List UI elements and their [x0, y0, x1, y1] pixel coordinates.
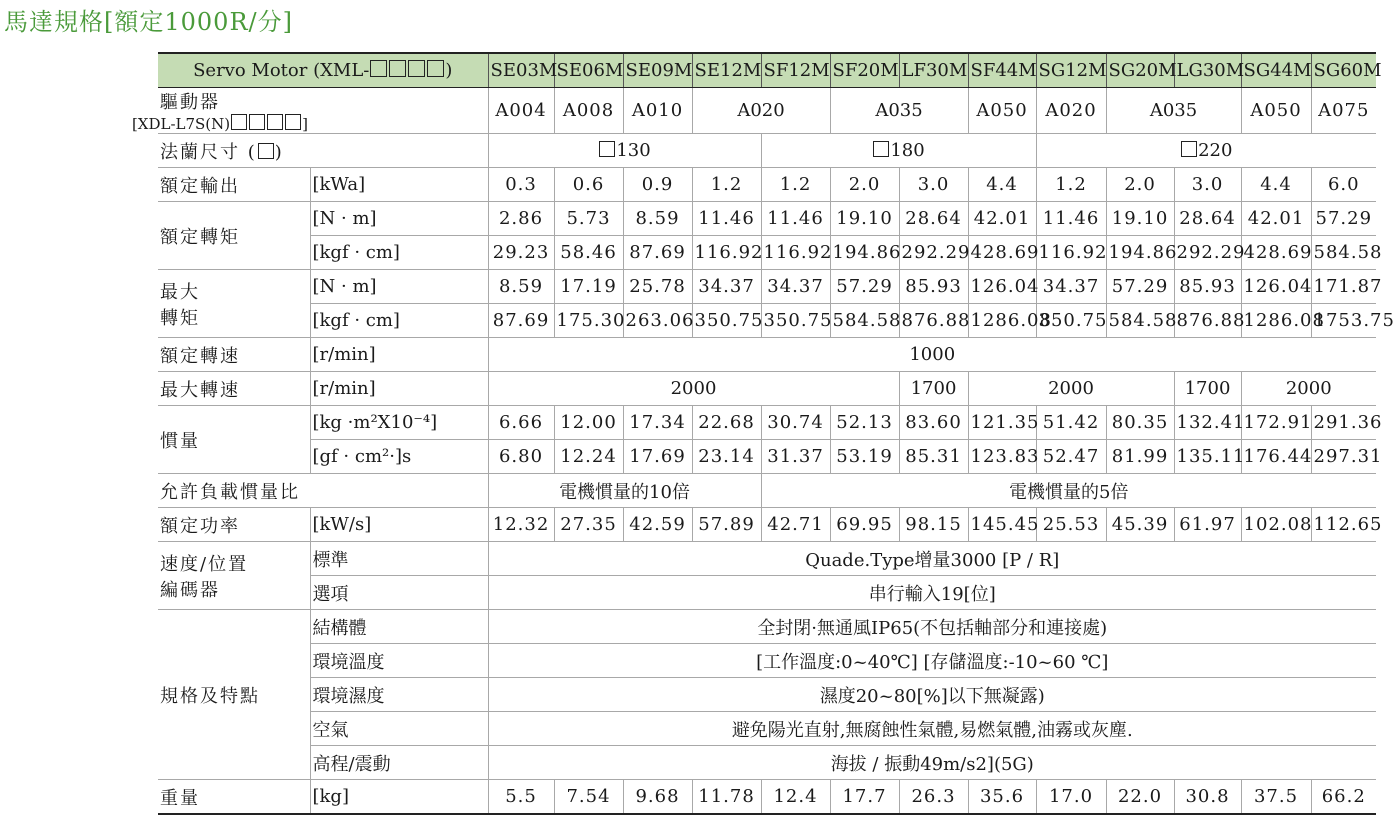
model-header: SE09M [623, 53, 692, 88]
model-header: SF12M [761, 53, 830, 88]
rated-torque-cell: 8.59 [623, 202, 692, 236]
driver-code: [XDL-L7S(N) ] [131, 115, 308, 133]
max-speed-unit: [r/min] [310, 372, 488, 406]
page-title: 馬達規格[額定1000R/分] [4, 8, 293, 36]
rated-torque-cell: 11.46 [692, 202, 761, 236]
driver-cell: A075 [1311, 88, 1376, 134]
flange-cell: 180 [761, 134, 1036, 168]
encoder-cell: Quade.Type增量3000 [P / R] [488, 542, 1376, 576]
max-torque-cell: 263.06 [623, 304, 692, 338]
inertia-label: 慣量 [158, 406, 310, 474]
max-torque-cell: 126.04 [968, 270, 1036, 304]
inertia-cell: 83.60 [899, 406, 968, 440]
weight-cell: 37.5 [1241, 780, 1311, 815]
flange-row [158, 134, 1376, 168]
rated-torque-cell: 11.46 [761, 202, 830, 236]
specs-unit: 結構體 [310, 610, 488, 644]
rated-torque-row [158, 202, 1376, 236]
weight-cell: 9.68 [623, 780, 692, 815]
weight-cell: 12.4 [761, 780, 830, 815]
rated-power-cell: 57.89 [692, 508, 761, 542]
rated-power-cell: 112.65 [1311, 508, 1376, 542]
max-torque-cell: 87.69 [488, 304, 554, 338]
inertia-ratio-cell: 電機慣量的10倍 [488, 474, 761, 508]
driver-cell: A035 [1106, 88, 1241, 134]
rated-output-cell: 2.0 [1106, 168, 1174, 202]
weight-cell: 66.2 [1311, 780, 1376, 815]
placeholder-boxes [369, 60, 445, 81]
rated-power-cell: 45.39 [1106, 508, 1174, 542]
max-speed-cell: 2000 [488, 372, 899, 406]
max-torque-cell: 876.88 [899, 304, 968, 338]
rated-output-cell: 4.4 [968, 168, 1036, 202]
weight-cell: 26.3 [899, 780, 968, 815]
max-torque-cell: 350.75 [1036, 304, 1106, 338]
model-header: LF30M [899, 53, 968, 88]
max-speed-cell: 2000 [968, 372, 1174, 406]
max-torque-cell: 17.19 [554, 270, 623, 304]
rated-torque-cell: 28.64 [899, 202, 968, 236]
model-header: SF44M [968, 53, 1036, 88]
rated-speed-row [158, 338, 1376, 372]
inertia-ratio-row [158, 474, 1376, 508]
rated-torque-cell: 19.10 [1106, 202, 1174, 236]
rated-power-cell: 145.45 [968, 508, 1036, 542]
weight-cell: 11.78 [692, 780, 761, 815]
inertia-cell: 80.35 [1106, 406, 1174, 440]
encoder-label: 速度/位置 編碼器 [158, 542, 310, 610]
inertia-cell: 6.66 [488, 406, 554, 440]
rated-torque-cell: 116.92 [1036, 236, 1106, 270]
inertia-cell: 51.42 [1036, 406, 1106, 440]
inertia-cell: 12.24 [554, 440, 623, 474]
encoder-cell: 串行輸入19[位] [488, 576, 1376, 610]
inertia-cell: 22.68 [692, 406, 761, 440]
rated-torque-cell: 116.92 [692, 236, 761, 270]
rated-torque-cell: 428.69 [968, 236, 1036, 270]
weight-cell: 30.8 [1174, 780, 1241, 815]
model-header: SG20M [1106, 53, 1174, 88]
rated-power-cell: 25.53 [1036, 508, 1106, 542]
inertia-cell: 85.31 [899, 440, 968, 474]
rated-output-cell: 6.0 [1311, 168, 1376, 202]
inertia-cell: 12.00 [554, 406, 623, 440]
encoder-unit: 選項 [310, 576, 488, 610]
weight-row [158, 780, 1376, 815]
driver-cell: A004 [488, 88, 554, 134]
specs-cell: 濕度20~80[%]以下無凝露) [488, 678, 1376, 712]
weight-cell: 17.0 [1036, 780, 1106, 815]
inertia-cell: 172.91 [1241, 406, 1311, 440]
header-label-prefix: Servo Motor (XML- [193, 60, 370, 81]
rated-power-cell: 61.97 [1174, 508, 1241, 542]
max-torque-cell: 57.29 [1106, 270, 1174, 304]
inertia-cell: 6.80 [488, 440, 554, 474]
max-torque-cell: 34.37 [761, 270, 830, 304]
inertia-ratio-cell: 電機慣量的5倍 [761, 474, 1376, 508]
rated-torque-cell: 28.64 [1174, 202, 1241, 236]
rated-power-label: 額定功率 [158, 508, 310, 542]
rated-torque-cell: 11.46 [1036, 202, 1106, 236]
rated-output-cell: 0.6 [554, 168, 623, 202]
spec-table [131, 52, 1395, 815]
rated-power-unit: [kW/s] [310, 508, 488, 542]
driver-cell: A008 [554, 88, 623, 134]
inertia-cell: 30.74 [761, 406, 830, 440]
inertia-cell: 135.11 [1174, 440, 1241, 474]
rated-output-cell: 0.3 [488, 168, 554, 202]
rated-torque-cell: 58.46 [554, 236, 623, 270]
max-torque-cell: 1286.08 [1241, 304, 1311, 338]
inertia-row [158, 440, 1376, 474]
driver-label: 驅動器 [XDL-L7S(N) ] [158, 88, 310, 134]
flange-label: 法蘭尺寸 ( ) [158, 134, 488, 168]
inertia-cell: 52.47 [1036, 440, 1106, 474]
max-torque-row [158, 304, 1376, 338]
rated-output-cell: 4.4 [1241, 168, 1311, 202]
driver-cell: A035 [830, 88, 968, 134]
rated-torque-unit: [kgf · cm] [310, 236, 488, 270]
rated-power-cell: 42.59 [623, 508, 692, 542]
rated-torque-cell: 42.01 [1241, 202, 1311, 236]
max-torque-cell: 1753.75 [1311, 304, 1376, 338]
inertia-cell: 132.41 [1174, 406, 1241, 440]
model-header: SF20M [830, 53, 899, 88]
rated-output-row [158, 168, 1376, 202]
model-header: SE12M [692, 53, 761, 88]
rated-power-cell: 27.35 [554, 508, 623, 542]
rated-output-cell: 3.0 [1174, 168, 1241, 202]
rated-torque-cell: 57.29 [1311, 202, 1376, 236]
rated-torque-cell: 19.10 [830, 202, 899, 236]
rated-torque-cell: 5.73 [554, 202, 623, 236]
driver-cell: A020 [692, 88, 830, 134]
rated-power-cell: 102.08 [1241, 508, 1311, 542]
inertia-cell: 297.31 [1311, 440, 1376, 474]
max-speed-cell: 2000 [1241, 372, 1376, 406]
max-speed-row [158, 372, 1376, 406]
weight-cell: 7.54 [554, 780, 623, 815]
model-header: SE06M [554, 53, 623, 88]
rated-power-cell: 42.71 [761, 508, 830, 542]
flange-cell: 130 [488, 134, 761, 168]
rated-power-cell: 98.15 [899, 508, 968, 542]
rated-output-cell: 0.9 [623, 168, 692, 202]
driver-cell: A010 [623, 88, 692, 134]
max-torque-cell: 34.37 [1036, 270, 1106, 304]
driver-cell: A020 [1036, 88, 1106, 134]
driver-cell: A050 [968, 88, 1036, 134]
inertia-cell: 17.34 [623, 406, 692, 440]
max-torque-cell: 85.93 [899, 270, 968, 304]
max-torque-cell: 25.78 [623, 270, 692, 304]
specs-cell: 全封閉·無通風IP65(不包括軸部分和連接處) [488, 610, 1376, 644]
inertia-cell: 31.37 [761, 440, 830, 474]
rated-torque-cell: 292.29 [1174, 236, 1241, 270]
rated-output-cell: 3.0 [899, 168, 968, 202]
rated-torque-label: 額定轉矩 [158, 202, 310, 270]
driver-row [158, 88, 1376, 134]
max-torque-row [158, 270, 1376, 304]
max-torque-cell: 350.75 [761, 304, 830, 338]
rated-torque-cell: 29.23 [488, 236, 554, 270]
inertia-cell: 123.83 [968, 440, 1036, 474]
max-speed-cell: 1700 [899, 372, 968, 406]
weight-cell: 22.0 [1106, 780, 1174, 815]
weight-cell: 35.6 [968, 780, 1036, 815]
rated-speed-unit: [r/min] [310, 338, 488, 372]
rated-torque-cell: 194.86 [1106, 236, 1174, 270]
model-header: SE03M [488, 53, 554, 88]
rated-torque-cell: 87.69 [623, 236, 692, 270]
header-label-suffix: ) [445, 60, 453, 81]
model-header: SG44M [1241, 53, 1311, 88]
rated-power-cell: 69.95 [830, 508, 899, 542]
inertia-cell: 81.99 [1106, 440, 1174, 474]
max-speed-label: 最大轉速 [158, 372, 310, 406]
inertia-cell: 176.44 [1241, 440, 1311, 474]
rated-speed-cell: 1000 [488, 338, 1376, 372]
driver-cell: A050 [1241, 88, 1311, 134]
model-header: LG30M [1174, 53, 1241, 88]
inertia-ratio-label: 允許負載慣量比 [158, 474, 488, 508]
specs-row [158, 746, 1376, 780]
rated-power-cell: 12.32 [488, 508, 554, 542]
inertia-unit: [gf · cm²·]s [310, 440, 488, 474]
inertia-cell: 17.69 [623, 440, 692, 474]
inertia-cell: 291.36 [1311, 406, 1376, 440]
specs-unit: 高程/震動 [310, 746, 488, 780]
flange-cell: 220 [1036, 134, 1376, 168]
model-header: SG12M [1036, 53, 1106, 88]
rated-torque-cell: 194.86 [830, 236, 899, 270]
inertia-cell: 53.19 [830, 440, 899, 474]
max-torque-label: 最大 轉矩 [158, 270, 310, 338]
max-torque-cell: 350.75 [692, 304, 761, 338]
max-torque-cell: 85.93 [1174, 270, 1241, 304]
rated-output-cell: 2.0 [830, 168, 899, 202]
max-torque-cell: 34.37 [692, 270, 761, 304]
specs-unit: 空氣 [310, 712, 488, 746]
rated-output-unit: [kWa] [310, 168, 488, 202]
max-torque-cell: 171.87 [1311, 270, 1376, 304]
specs-row [158, 610, 1376, 644]
specs-cell: 避免陽光直射,無腐蝕性氣體,易燃氣體,油霧或灰塵. [488, 712, 1376, 746]
encoder-row [158, 542, 1376, 576]
inertia-cell: 121.35 [968, 406, 1036, 440]
specs-row [158, 712, 1376, 746]
weight-label: 重量 [158, 780, 310, 815]
rated-torque-cell: 116.92 [761, 236, 830, 270]
rated-power-row [158, 508, 1376, 542]
max-torque-cell: 1286.08 [968, 304, 1036, 338]
rated-torque-cell: 42.01 [968, 202, 1036, 236]
rated-torque-row [158, 236, 1376, 270]
header-row [158, 53, 1376, 88]
rated-torque-cell: 292.29 [899, 236, 968, 270]
weight-unit: [kg] [310, 780, 488, 815]
rated-torque-cell: 584.58 [1311, 236, 1376, 270]
max-torque-cell: 8.59 [488, 270, 554, 304]
inertia-row [158, 406, 1376, 440]
rated-torque-unit: [N · m] [310, 202, 488, 236]
max-torque-unit: [N · m] [310, 270, 488, 304]
max-speed-cell: 1700 [1174, 372, 1241, 406]
inertia-cell: 52.13 [830, 406, 899, 440]
max-torque-cell: 876.88 [1174, 304, 1241, 338]
header-label [158, 53, 488, 88]
specs-row [158, 644, 1376, 678]
max-torque-cell: 57.29 [830, 270, 899, 304]
encoder-row [158, 576, 1376, 610]
rated-output-cell: 1.2 [761, 168, 830, 202]
specs-cell: [工作溫度:0~40℃] [存儲溫度:-10~60 ℃] [488, 644, 1376, 678]
rated-output-cell: 1.2 [692, 168, 761, 202]
max-torque-cell: 126.04 [1241, 270, 1311, 304]
weight-cell: 17.7 [830, 780, 899, 815]
inertia-unit: [kg ·m²X10⁻⁴] [310, 406, 488, 440]
max-torque-cell: 584.58 [1106, 304, 1174, 338]
rated-output-cell: 1.2 [1036, 168, 1106, 202]
specs-cell: 海拔 / 振動49m/s2](5G) [488, 746, 1376, 780]
rated-speed-label: 額定轉速 [158, 338, 310, 372]
inertia-cell: 23.14 [692, 440, 761, 474]
rated-torque-cell: 2.86 [488, 202, 554, 236]
max-torque-cell: 584.58 [830, 304, 899, 338]
max-torque-unit: [kgf · cm] [310, 304, 488, 338]
max-torque-cell: 175.30 [554, 304, 623, 338]
encoder-unit: 標準 [310, 542, 488, 576]
specs-unit: 環境溫度 [310, 644, 488, 678]
specs-label: 規格及特點 [158, 610, 310, 780]
specs-unit: 環境濕度 [310, 678, 488, 712]
model-header: SG60M [1311, 53, 1376, 88]
rated-torque-cell: 428.69 [1241, 236, 1311, 270]
weight-cell: 5.5 [488, 780, 554, 815]
specs-row [158, 678, 1376, 712]
rated-output-label: 額定輸出 [158, 168, 310, 202]
